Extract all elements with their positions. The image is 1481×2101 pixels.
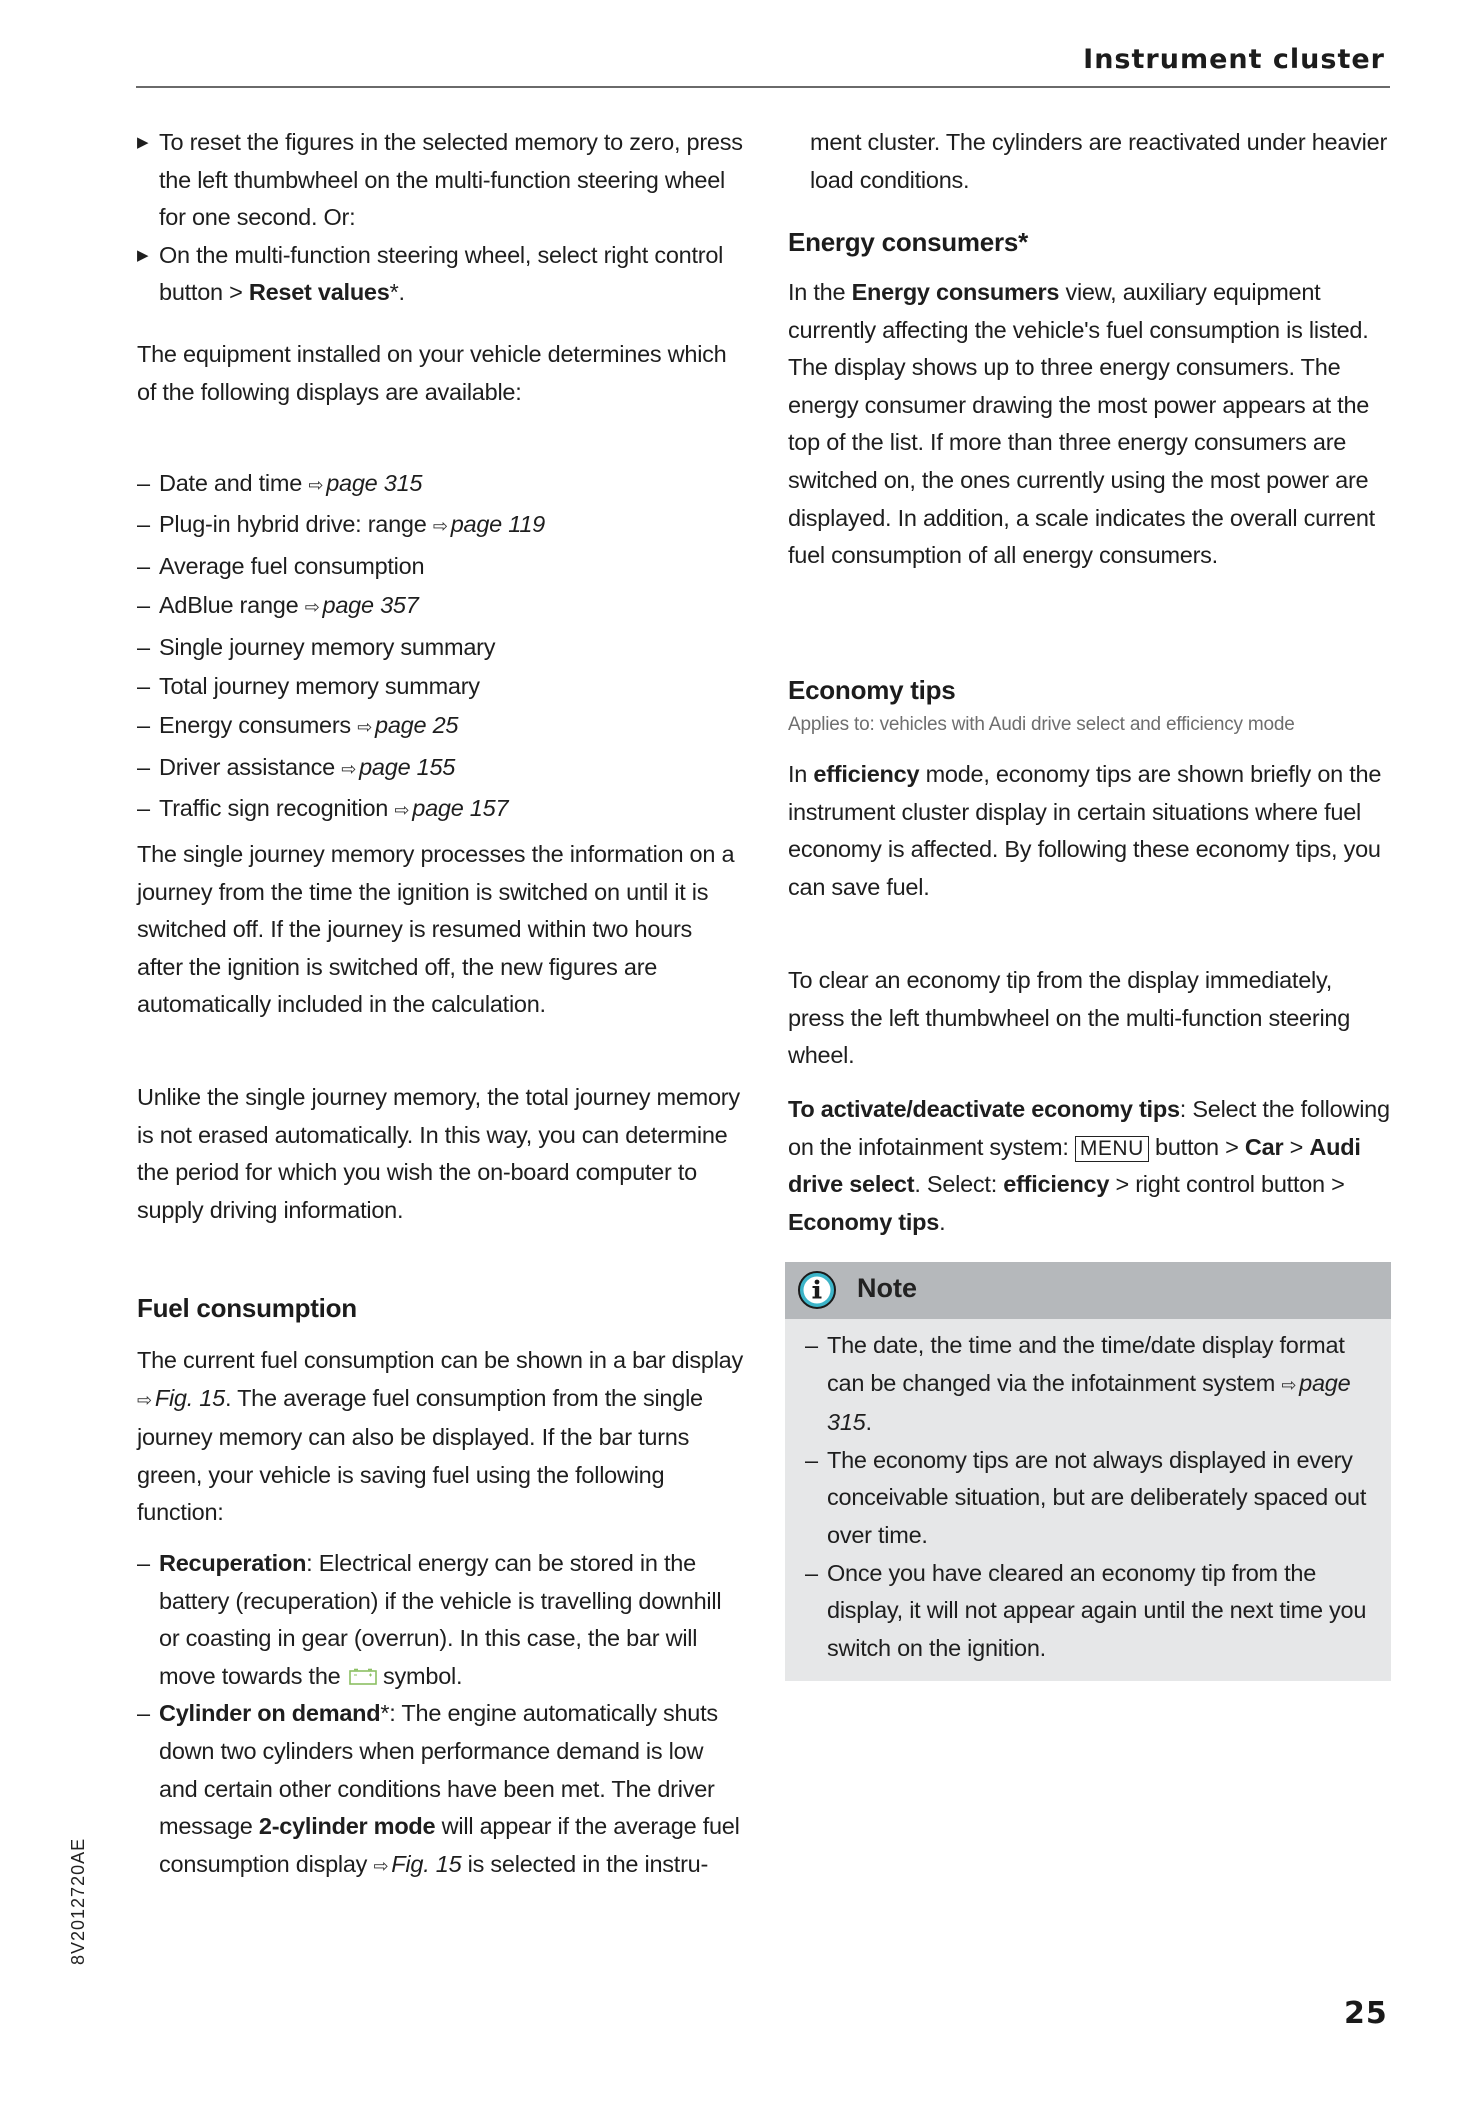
ref-arrow-icon: ⇨	[308, 475, 324, 495]
figure-link[interactable]: Fig. 15	[154, 1384, 225, 1411]
display-label: AdBlue range	[159, 592, 299, 619]
dash-bullet: –	[137, 511, 150, 538]
display-list-item	[137, 748, 743, 789]
note-body	[785, 1319, 1391, 1681]
displays-intro: The equipment installed on your vehicle determines which of the following displays are available:	[137, 341, 727, 405]
note-title: Note	[857, 1273, 917, 1303]
running-header-title: Instrument cluster	[1083, 44, 1385, 75]
note-list-item: – The economy tips are not always displayed in every conceivable situation, but are deliberately spaced out over time.	[805, 1442, 1371, 1555]
ref-arrow-icon: ⇨	[137, 1389, 152, 1410]
dash-bullet: –	[805, 1332, 818, 1358]
display-list-item	[137, 628, 743, 667]
info-icon	[797, 1270, 837, 1310]
step-triangle-icon: ▶	[137, 134, 149, 151]
ref-arrow-icon: ⇨	[1281, 1374, 1297, 1395]
page-link[interactable]: page 25	[375, 712, 459, 739]
header-rule	[136, 86, 1390, 88]
display-label: Traffic sign recognition	[159, 795, 389, 822]
page-link[interactable]: page 357	[322, 592, 419, 619]
display-label: Average fuel consumption	[159, 552, 425, 579]
reset-steps	[137, 124, 743, 312]
clear-tip-paragraph: To clear an economy tip from the display immediately, press the left thumbwheel on the multi-function steering wheel.	[788, 967, 1351, 1069]
driver-message: 2-cylinder mode	[258, 1813, 436, 1840]
page-number: 25	[1344, 1996, 1388, 2031]
economy-tips-heading: Economy tips	[788, 675, 956, 705]
display-list-item	[137, 547, 743, 586]
dash-bullet: –	[137, 592, 150, 619]
step-item: ▶ To reset the figures in the selected memory to zero, press the left thumbwheel on the multi-function steering wheel for one second. Or:	[137, 124, 743, 237]
dash-bullet: –	[137, 1700, 150, 1727]
ref-arrow-icon: ⇨	[304, 597, 320, 618]
page-link[interactable]: page 119	[450, 511, 545, 538]
note-header	[785, 1262, 1391, 1319]
dash-bullet: –	[137, 552, 150, 579]
single-journey-paragraph: The single journey memory processes the information on a journey from the time the ignition is switched on until it is switched off. If the journey is resumed within two hours after the ignition is switched off, the new figures are automatically included in the calculation.	[137, 841, 735, 1018]
display-label: Date and time	[159, 470, 303, 496]
display-list-item	[137, 789, 743, 830]
dash-bullet: –	[137, 712, 150, 739]
cylinder-continuation: ment cluster. The cylinders are reactivated under heavier load conditions.	[810, 129, 1388, 193]
step-item: ▶ On the multi-function steering wheel, select right control button > Reset values*.	[137, 237, 743, 312]
dash-bullet: –	[137, 1550, 150, 1576]
note-list-item: – Once you have cleared an economy tip from the display, it will not appear again until the next time you switch on the ignition.	[805, 1555, 1371, 1668]
display-label: Driver assistance	[159, 753, 335, 780]
total-journey-paragraph: Unlike the single journey memory, the total journey memory is not erased automatically. In this way, you can determine the period for which you wish the on-board computer to supply driving information.	[137, 1084, 740, 1223]
function-list	[137, 1545, 743, 1885]
ref-arrow-icon: ⇨	[373, 1855, 389, 1876]
note-box	[785, 1262, 1391, 1681]
display-list-item	[137, 586, 743, 627]
ref-arrow-icon: ⇨	[394, 800, 410, 821]
dash-bullet: –	[137, 673, 150, 700]
display-list-item	[137, 505, 743, 546]
display-label: Single journey memory summary	[159, 633, 496, 660]
economy-tips-paragraph: In efficiency mode, economy tips are shown briefly on the instrument cluster display in certain situations where fuel economy is affected. By following these economy tips, you can save fuel.	[788, 761, 1382, 900]
page-link[interactable]: page 155	[359, 753, 456, 780]
ref-arrow-icon: ⇨	[432, 516, 448, 537]
dash-bullet: –	[805, 1559, 818, 1586]
menu-key-label: MENU	[1075, 1136, 1149, 1162]
list-item-cylinder-on-demand: – Cylinder on demand*: The engine automatically shuts down two cylinders when performance demand is low and certain other conditions have been met. The driver message 2-cylinder mode will appear if the average fuel consumption display ⇨ Fig. 15 is selected in the instru-	[137, 1695, 743, 1885]
activate-tips-paragraph: To activate/deactivate economy tips: Select the following on the infotainment system: MENU button > Car > Audi drive select. Select: efficiency > right control button > Economy tips.	[788, 1096, 1390, 1235]
page-link[interactable]: page 315	[827, 1369, 1351, 1436]
energy-consumers-paragraph: In the Energy consumers view, auxiliary equipment currently affecting the vehicle's fuel consumption is listed. The display shows up to three energy consumers. The energy consumer drawing the most power appears at the top of the list. If more than three energy consumers are switched on, the ones currently using the most power are displayed. In addition, a scale indicates the overall current fuel consumption of all energy consumers.	[788, 279, 1375, 569]
dash-bullet: –	[137, 753, 150, 780]
page-link[interactable]: page 315	[326, 470, 423, 496]
display-list-item	[137, 706, 743, 747]
display-list-item	[137, 464, 743, 505]
dash-bullet: –	[137, 795, 150, 822]
display-label: Total journey memory summary	[159, 673, 480, 700]
figure-link[interactable]: Fig. 15	[391, 1850, 462, 1877]
dash-bullet: –	[137, 633, 150, 660]
applies-to-note: Applies to: vehicles with Audi drive select and efficiency mode	[788, 714, 1295, 735]
display-list-item	[137, 667, 743, 706]
list-item-recuperation: – Recuperation: Electrical energy can be stored in the battery (recuperation) if the vehicle is travelling downhill or coasting in gear (overrun). In this case, the bar will move towards the symbol.	[137, 1545, 743, 1695]
energy-consumers-heading: Energy consumers*	[788, 227, 1028, 257]
battery-icon	[349, 1668, 377, 1685]
ref-arrow-icon: ⇨	[341, 758, 357, 779]
fuel-consumption-heading: Fuel consumption	[137, 1293, 357, 1323]
ref-arrow-icon: ⇨	[357, 717, 373, 738]
fuel-consumption-paragraph: The current fuel consumption can be shown in a bar display ⇨ Fig. 15. The average fuel consumption from the single journey memory can also be displayed. If the bar turns green, your vehicle is saving fuel using the following function:	[137, 1347, 743, 1526]
dash-bullet: –	[137, 470, 150, 496]
menu-path-reset-values: Reset values	[248, 279, 390, 306]
page-link[interactable]: page 157	[412, 795, 509, 822]
dash-bullet: –	[805, 1446, 818, 1473]
display-label: Plug-in hybrid drive: range	[159, 511, 427, 538]
note-list-item: – The date, the time and the time/date display format can be changed via the infotainment system ⇨ page 315.	[805, 1327, 1371, 1442]
document-code: 8V2012720AE	[68, 1837, 88, 1965]
displays-list	[137, 464, 743, 831]
step-triangle-icon: ▶	[137, 246, 149, 264]
display-label: Energy consumers	[159, 712, 351, 739]
